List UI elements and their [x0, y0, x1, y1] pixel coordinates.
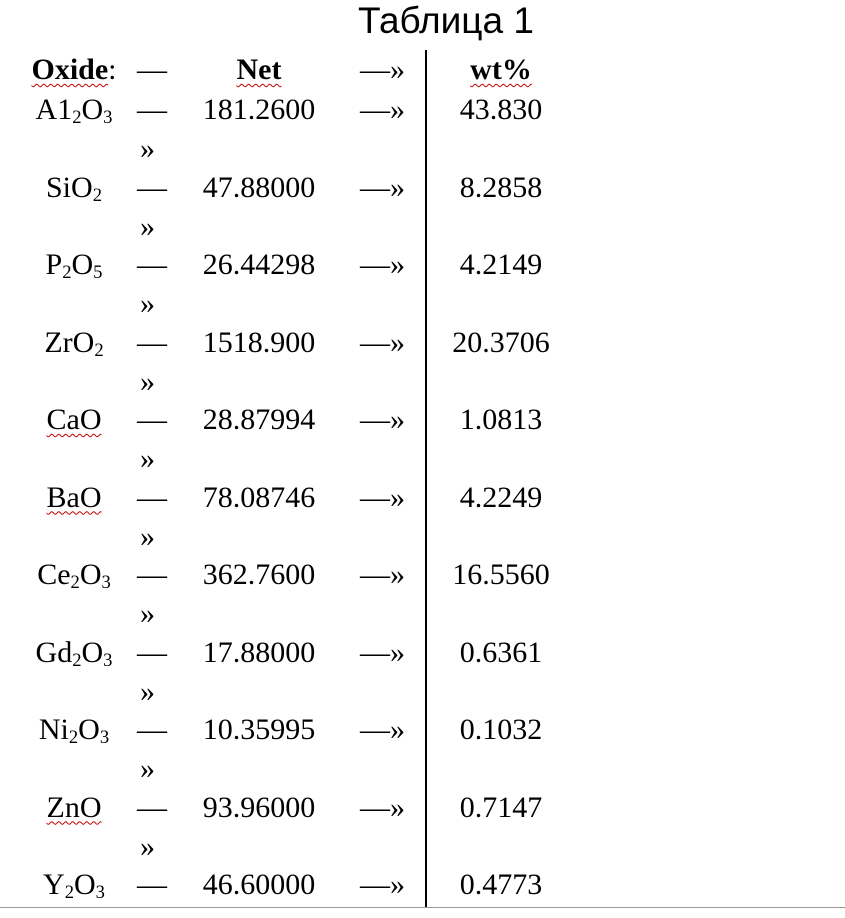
row-arrow: —»	[360, 558, 405, 591]
net-value: 362.7600	[202, 558, 316, 591]
row-dash: —	[137, 635, 167, 669]
row-arrow: —»	[360, 325, 405, 359]
net-value: 1518.900	[202, 325, 316, 359]
oxide-formula	[0, 326, 148, 360]
dash-continuation: »	[140, 752, 155, 785]
oxide-formula-text	[47, 791, 102, 824]
net-value: 47.88000	[202, 170, 316, 204]
column-divider	[425, 50, 427, 908]
wt-value: 1.0813	[459, 403, 543, 436]
oxide-formula-text	[45, 248, 103, 284]
formula-subscript: 2	[72, 649, 82, 671]
row-arrow: —»	[360, 713, 405, 746]
wt-value: 0.6361	[459, 635, 543, 669]
row-arrow: —»	[360, 403, 405, 436]
table-title: Таблица 1	[358, 0, 534, 41]
row-arrow: —»	[360, 248, 405, 281]
formula-part: O	[74, 868, 96, 901]
oxide-formula-text	[47, 481, 102, 514]
header-oxide-label: Oxide	[31, 53, 109, 86]
wt-value: 16.5560	[452, 558, 550, 591]
header-dash: —	[137, 53, 167, 86]
row-arrow: —»	[360, 93, 405, 126]
wt-value: 0.7147	[459, 790, 543, 824]
row-arrow: —»	[360, 868, 405, 901]
dash-continuation: »	[140, 364, 155, 398]
formula-subscript: 3	[103, 649, 113, 671]
oxide-formula-text	[47, 403, 102, 436]
header-oxide-colon: :	[108, 53, 117, 86]
formula-part: O	[71, 248, 94, 281]
wt-value: 20.3706	[452, 325, 550, 359]
net-value: 46.60000	[202, 868, 316, 901]
oxide-formula	[0, 481, 148, 515]
wt-value: 0.1032	[459, 713, 543, 746]
oxide-formula	[0, 636, 148, 670]
row-dash: —	[137, 480, 167, 514]
formula-part: Gd	[35, 635, 73, 669]
formula-part: Ni	[38, 713, 69, 746]
row-dash: —	[137, 558, 167, 591]
row-arrow: —»	[360, 635, 405, 669]
row-dash: —	[137, 170, 167, 204]
header-net	[174, 53, 344, 87]
row-dash: —	[137, 403, 167, 436]
oxide-formula	[0, 558, 148, 592]
net-value: 17.88000	[202, 635, 316, 669]
row-dash: —	[137, 325, 167, 359]
formula-part: O	[79, 558, 102, 591]
formula-part: O	[81, 635, 104, 669]
row-arrow: —»	[360, 790, 405, 824]
oxide-formula	[0, 403, 148, 437]
header-wt-label: wt%	[470, 53, 532, 86]
formula-subscript: 2	[68, 727, 79, 749]
header-arrow: —»	[360, 53, 405, 86]
oxide-formula	[0, 171, 148, 205]
wt-value: 43.830	[459, 93, 543, 126]
oxide-formula	[0, 791, 148, 825]
oxide-formula-text	[35, 93, 113, 129]
row-arrow: —»	[360, 480, 405, 514]
formula-subscript: 3	[101, 572, 111, 594]
formula-part: O	[81, 93, 104, 126]
oxide-formula-text	[46, 171, 102, 204]
formula-part: SiO	[46, 170, 93, 204]
oxide-formula	[0, 868, 148, 902]
oxide-formula	[0, 713, 148, 747]
formula-part: Ce	[37, 558, 71, 591]
formula-part: O	[78, 713, 100, 746]
oxide-formula-text	[37, 558, 111, 594]
oxide-formula	[0, 248, 148, 282]
formula-subscript: 5	[93, 262, 103, 284]
wt-value: 4.2249	[459, 480, 543, 514]
row-dash: —	[137, 868, 167, 901]
formula-subscript: 2	[62, 262, 72, 284]
formula-part: ZrO	[44, 325, 95, 359]
row-dash: —	[137, 790, 167, 824]
net-value: 28.87994	[202, 403, 316, 436]
formula-subscript: 2	[92, 184, 102, 206]
row-arrow: —»	[360, 170, 405, 204]
formula-part: CaO	[46, 403, 102, 436]
row-dash: —	[137, 713, 167, 746]
header-oxide	[0, 53, 148, 87]
header-wt	[430, 53, 572, 87]
formula-subscript: 2	[64, 882, 74, 904]
net-value: 10.35995	[202, 713, 316, 746]
page-bottom-border	[0, 907, 845, 908]
dash-continuation: »	[140, 442, 155, 475]
formula-subscript: 2	[94, 339, 104, 361]
oxide-formula-text	[44, 326, 103, 359]
net-value: 93.96000	[202, 790, 316, 824]
oxide-formula-text	[36, 636, 113, 669]
formula-part: P	[45, 248, 63, 281]
header-net-label: Net	[236, 53, 282, 86]
formula-part: BaO	[46, 480, 102, 514]
formula-subscript: 3	[95, 882, 105, 904]
wt-value: 4.2149	[459, 248, 543, 281]
formula-part: ZnO	[46, 790, 102, 824]
net-value: 181.2600	[202, 93, 316, 126]
formula-subscript: 3	[99, 727, 110, 749]
dash-continuation: »	[140, 287, 155, 320]
formula-part: A1	[35, 93, 73, 126]
row-dash: —	[137, 93, 167, 126]
oxide-formula-text	[38, 713, 110, 749]
net-value: 26.44298	[202, 248, 316, 281]
wt-value: 0.4773	[459, 868, 543, 901]
formula-subscript: 2	[70, 572, 80, 594]
formula-part: Y	[43, 868, 65, 901]
row-dash: —	[137, 248, 167, 281]
net-value: 78.08746	[202, 480, 316, 514]
oxide-formula-text	[43, 868, 105, 904]
dash-continuation: »	[140, 209, 155, 243]
dash-continuation: »	[140, 132, 155, 165]
dash-continuation: »	[140, 829, 155, 863]
formula-subscript: 2	[72, 107, 82, 129]
dash-continuation: »	[140, 597, 155, 630]
formula-subscript: 3	[103, 107, 113, 129]
oxide-formula	[0, 93, 148, 127]
wt-value: 8.2858	[459, 170, 543, 204]
dash-continuation: »	[140, 674, 155, 708]
dash-continuation: »	[140, 519, 155, 553]
